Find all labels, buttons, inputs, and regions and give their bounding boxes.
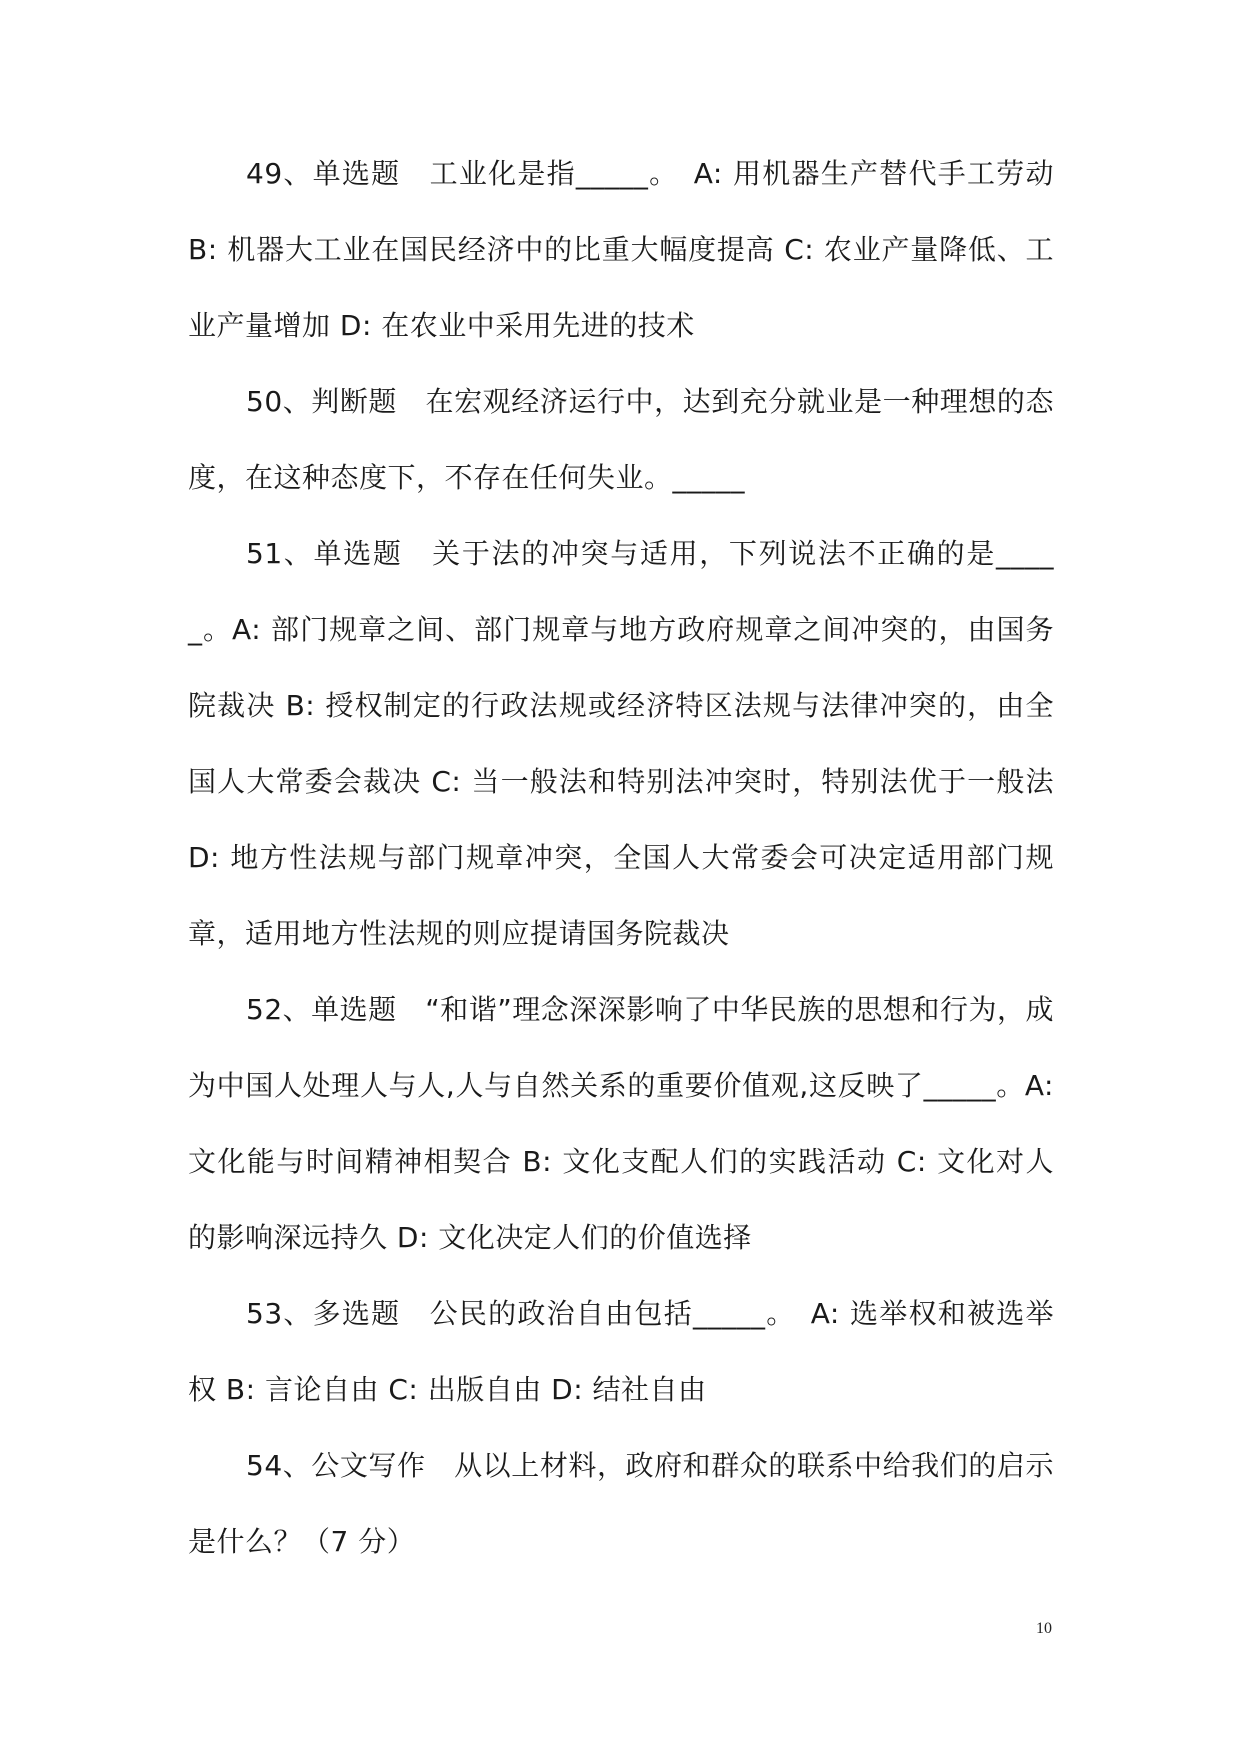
question-53: 53、多选题 公民的政治自由包括_____。 A: 选举权和被选举权 B: 言论自由 C: 出版自由 D: 结社自由 xyxy=(188,1297,1054,1406)
question-51: 51、单选题 关于法的冲突与适用，下列说法不正确的是_____。A: 部门规章之间、部门规章与地方政府规章之间冲突的，由国务院裁决 B: 授权制定的行政法规或经济特区法规与法律冲突的，由全国人大常委会裁决 C: 当一般法和特别法冲突时，特别法优于一般法 D: 地方性法规与部门规章冲突，全国人大常委会可决定适用部门规章，适用地方性法规的则应提请国务院裁决 xyxy=(188,537,1054,950)
question-54: 54、公文写作 从以上材料，政府和群众的联系中给我们的启示是什么？（7 分） xyxy=(188,1449,1054,1558)
question-49: 49、单选题 工业化是指_____。 A: 用机器生产替代手工劳动 B: 机器大工业在国民经济中的比重大幅度提高 C: 农业产量降低、工业产量增加 D: 在农业中采用先进的技术 xyxy=(188,157,1054,342)
question-52: 52、单选题 “和谐”理念深深影响了中华民族的思想和行为，成为中国人处理人与人,人与自然关系的重要价值观,这反映了_____。A: 文化能与时间精神相契合 B: 文化支配人们的实践活动 C: 文化对人的影响深远持久 D: 文化决定人们的价值选择 xyxy=(188,993,1054,1254)
question-list xyxy=(188,136,1054,1580)
page-number: 10 xyxy=(1036,1620,1052,1637)
question-50: 50、判断题 在宏观经济运行中，达到充分就业是一种理想的态度，在这种态度下，不存在任何失业。_____ xyxy=(188,385,1054,494)
